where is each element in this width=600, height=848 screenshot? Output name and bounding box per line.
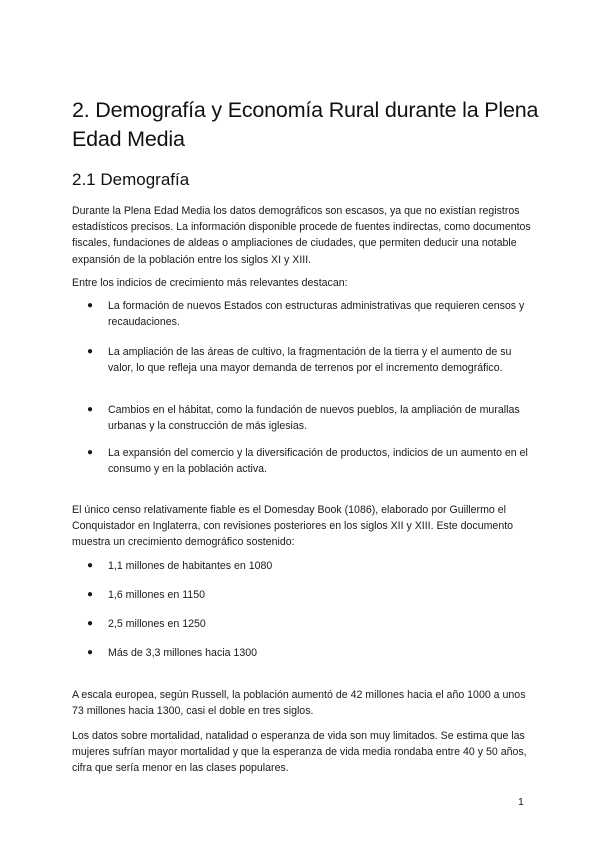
bullet-icon: ●: [87, 560, 94, 571]
bullet-icon: ●: [87, 300, 94, 311]
bullet-icon: ●: [87, 404, 94, 415]
europe-paragraph: A escala europea, según Russell, la población aumentó de 42 millones hacia el año 1000 a unos 73 millones hacia 1300, casi el doble en tres siglos.: [72, 689, 526, 718]
list-item-text: Cambios en el hábitat, como la fundación de nuevos pueblos, la ampliación de murallas urbanas y la construcción de más iglesias.: [108, 404, 520, 433]
bullet-icon: ●: [87, 647, 94, 658]
bullet-icon: ●: [87, 618, 94, 629]
section-heading: 2.1 Demografía: [72, 170, 190, 189]
list-item-text: 1,6 millones en 1150: [108, 589, 205, 601]
document-title: 2. Demografía y Economía Rural durante la Plena Edad Media: [72, 98, 539, 151]
indicators-intro: Entre los indicios de crecimiento más relevantes destacan:: [72, 277, 348, 289]
list-item-text: 2,5 millones en 1250: [108, 618, 206, 630]
bullet-icon: ●: [87, 447, 94, 458]
mortality-paragraph: Los datos sobre mortalidad, natalidad o esperanza de vida son muy limitados. Se estima que las mujeres sufrían mayor mortalidad y que la esperanza de vida media rondaba entre 40 y 50 años, cifra que sería menor en las clases populares.: [72, 730, 527, 775]
bullet-icon: ●: [87, 346, 94, 357]
intro-paragraph: Durante la Plena Edad Media los datos demográficos son escasos, ya que no existían registros estadísticos precisos. La información disponible procede de fuentes indirectas, como documentos fiscales, fundaciones de aldeas o ampliaciones de ciudades, que permiten deducir una notable expansión de la población entre los siglos XI y XIII.: [72, 205, 531, 266]
page-number: 1: [518, 796, 524, 808]
list-item-text: La expansión del comercio y la diversificación de productos, indicios de un aumento en el consumo y en la población activa.: [108, 447, 528, 476]
list-item-text: La formación de nuevos Estados con estructuras administrativas que requieren censos y recaudaciones.: [108, 300, 525, 329]
list-item-text: Más de 3,3 millones hacia 1300: [108, 647, 257, 659]
census-paragraph: El único censo relativamente fiable es el Domesday Book (1086), elaborado por Guillermo el Conquistador en Inglaterra, con revisiones posteriores en los siglos XII y XIII. Este documento muestra un crecimiento demográfico sostenido:: [72, 504, 514, 549]
list-item-text: 1,1 millones de habitantes en 1080: [108, 560, 273, 572]
list-item-text: La ampliación de las áreas de cultivo, la fragmentación de la tierra y el aumento de su valor, lo que refleja una mayor demanda de terrenos por el incremento demográfico.: [108, 346, 512, 375]
bullet-icon: ●: [87, 589, 94, 600]
